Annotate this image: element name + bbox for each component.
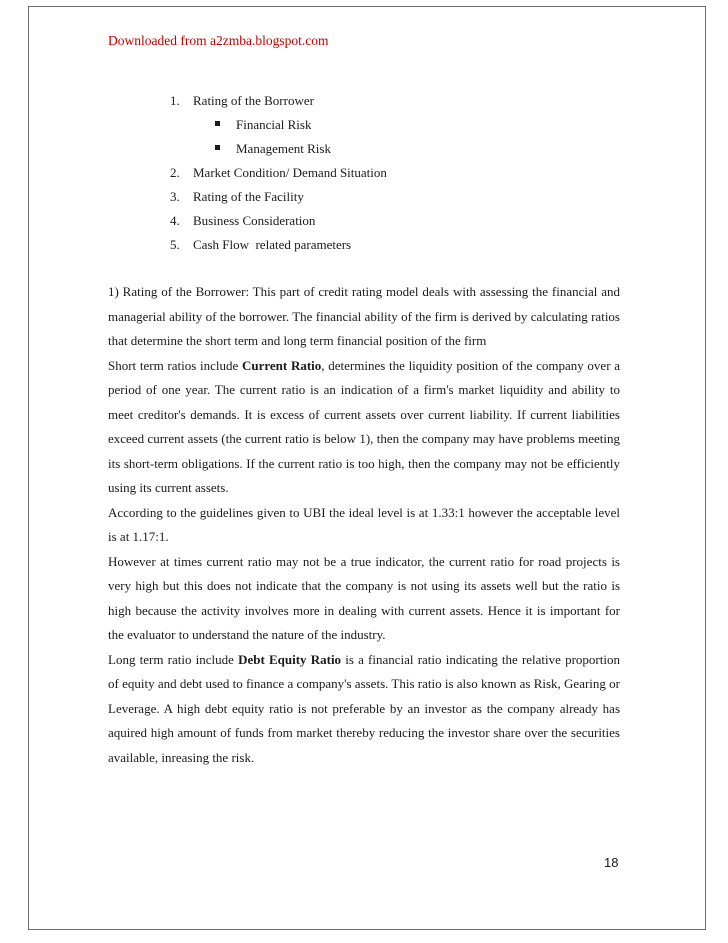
paragraph-current-ratio: [108, 354, 620, 501]
text-run: Short term ratios include: [108, 357, 242, 373]
outline-label: Market Condition/ Demand Situation: [193, 165, 387, 180]
outline-label: Rating of the Facility: [193, 189, 304, 204]
source-header: Downloaded from a2zmba.blogspot.com: [108, 33, 329, 48]
page-number: 18: [604, 855, 619, 870]
body-text: [108, 280, 620, 770]
outline-label: Financial Risk: [236, 117, 312, 132]
outline-label: Business Consideration: [193, 213, 316, 228]
paragraph-debt-equity: [108, 648, 620, 771]
square-bullet-icon: [215, 121, 220, 126]
outline-label: Rating of the Borrower: [193, 93, 314, 108]
paragraph-road-projects: However at times current ratio may not be a true indicator, the current ratio for road projects is very high but this does not indicate that the company is not using its assets well but the ratio is high because the activity involves more in dealing with current assets. Hence it is important for the evaluator to understand the nature of the industry.: [108, 553, 620, 642]
text-run: is a financial ratio indicating the relative proportion of equity and debt used to finance a company's assets. This ratio is also known as Risk, Gearing or Leverage. A high debt equity ratio is not preferable by an investor as the company already has aquired high amount of funds from market thereby reducing the investor share over the securities available, inreasing the risk.: [108, 651, 620, 765]
outline-label: Management Risk: [236, 141, 331, 156]
text-run: , determines the liquidity position of the company over a period of one year. The current ratio is an indication of a firm's market liquidity and ability to meet creditor's demands. It is excess of current assets over current liability. If current liabilities exceed current assets (the current ratio is below 1), then the company may have problems meeting its short-term obligations. If the current ratio is too high, then the company may not be efficiently using its current assets.: [108, 357, 621, 495]
square-bullet-icon: [215, 145, 220, 150]
outline-label: Cash Flow related parameters: [193, 237, 352, 252]
outline-num: 1.: [170, 93, 180, 108]
outline-num: 3.: [170, 189, 180, 204]
term-current-ratio: Current Ratio: [241, 357, 322, 373]
outline-num: 2.: [170, 165, 180, 180]
paragraph-ubi-guidelines: According to the guidelines given to UBI the ideal level is at 1.33:1 however the acceptable level is at 1.17:1.: [108, 504, 620, 544]
outline-num: 4.: [170, 213, 180, 228]
term-debt-equity-ratio: Debt Equity Ratio: [238, 651, 342, 667]
paragraph-rating-borrower: 1) Rating of the Borrower: This part of credit rating model deals with assessing the financial and managerial ability of the borrower. The financial ability of the firm is derived by calculating ratios that determine the short term and long term financial position of the firm: [108, 284, 620, 348]
outline-num: 5.: [170, 237, 180, 252]
text-run: Long term ratio include: [108, 651, 239, 667]
